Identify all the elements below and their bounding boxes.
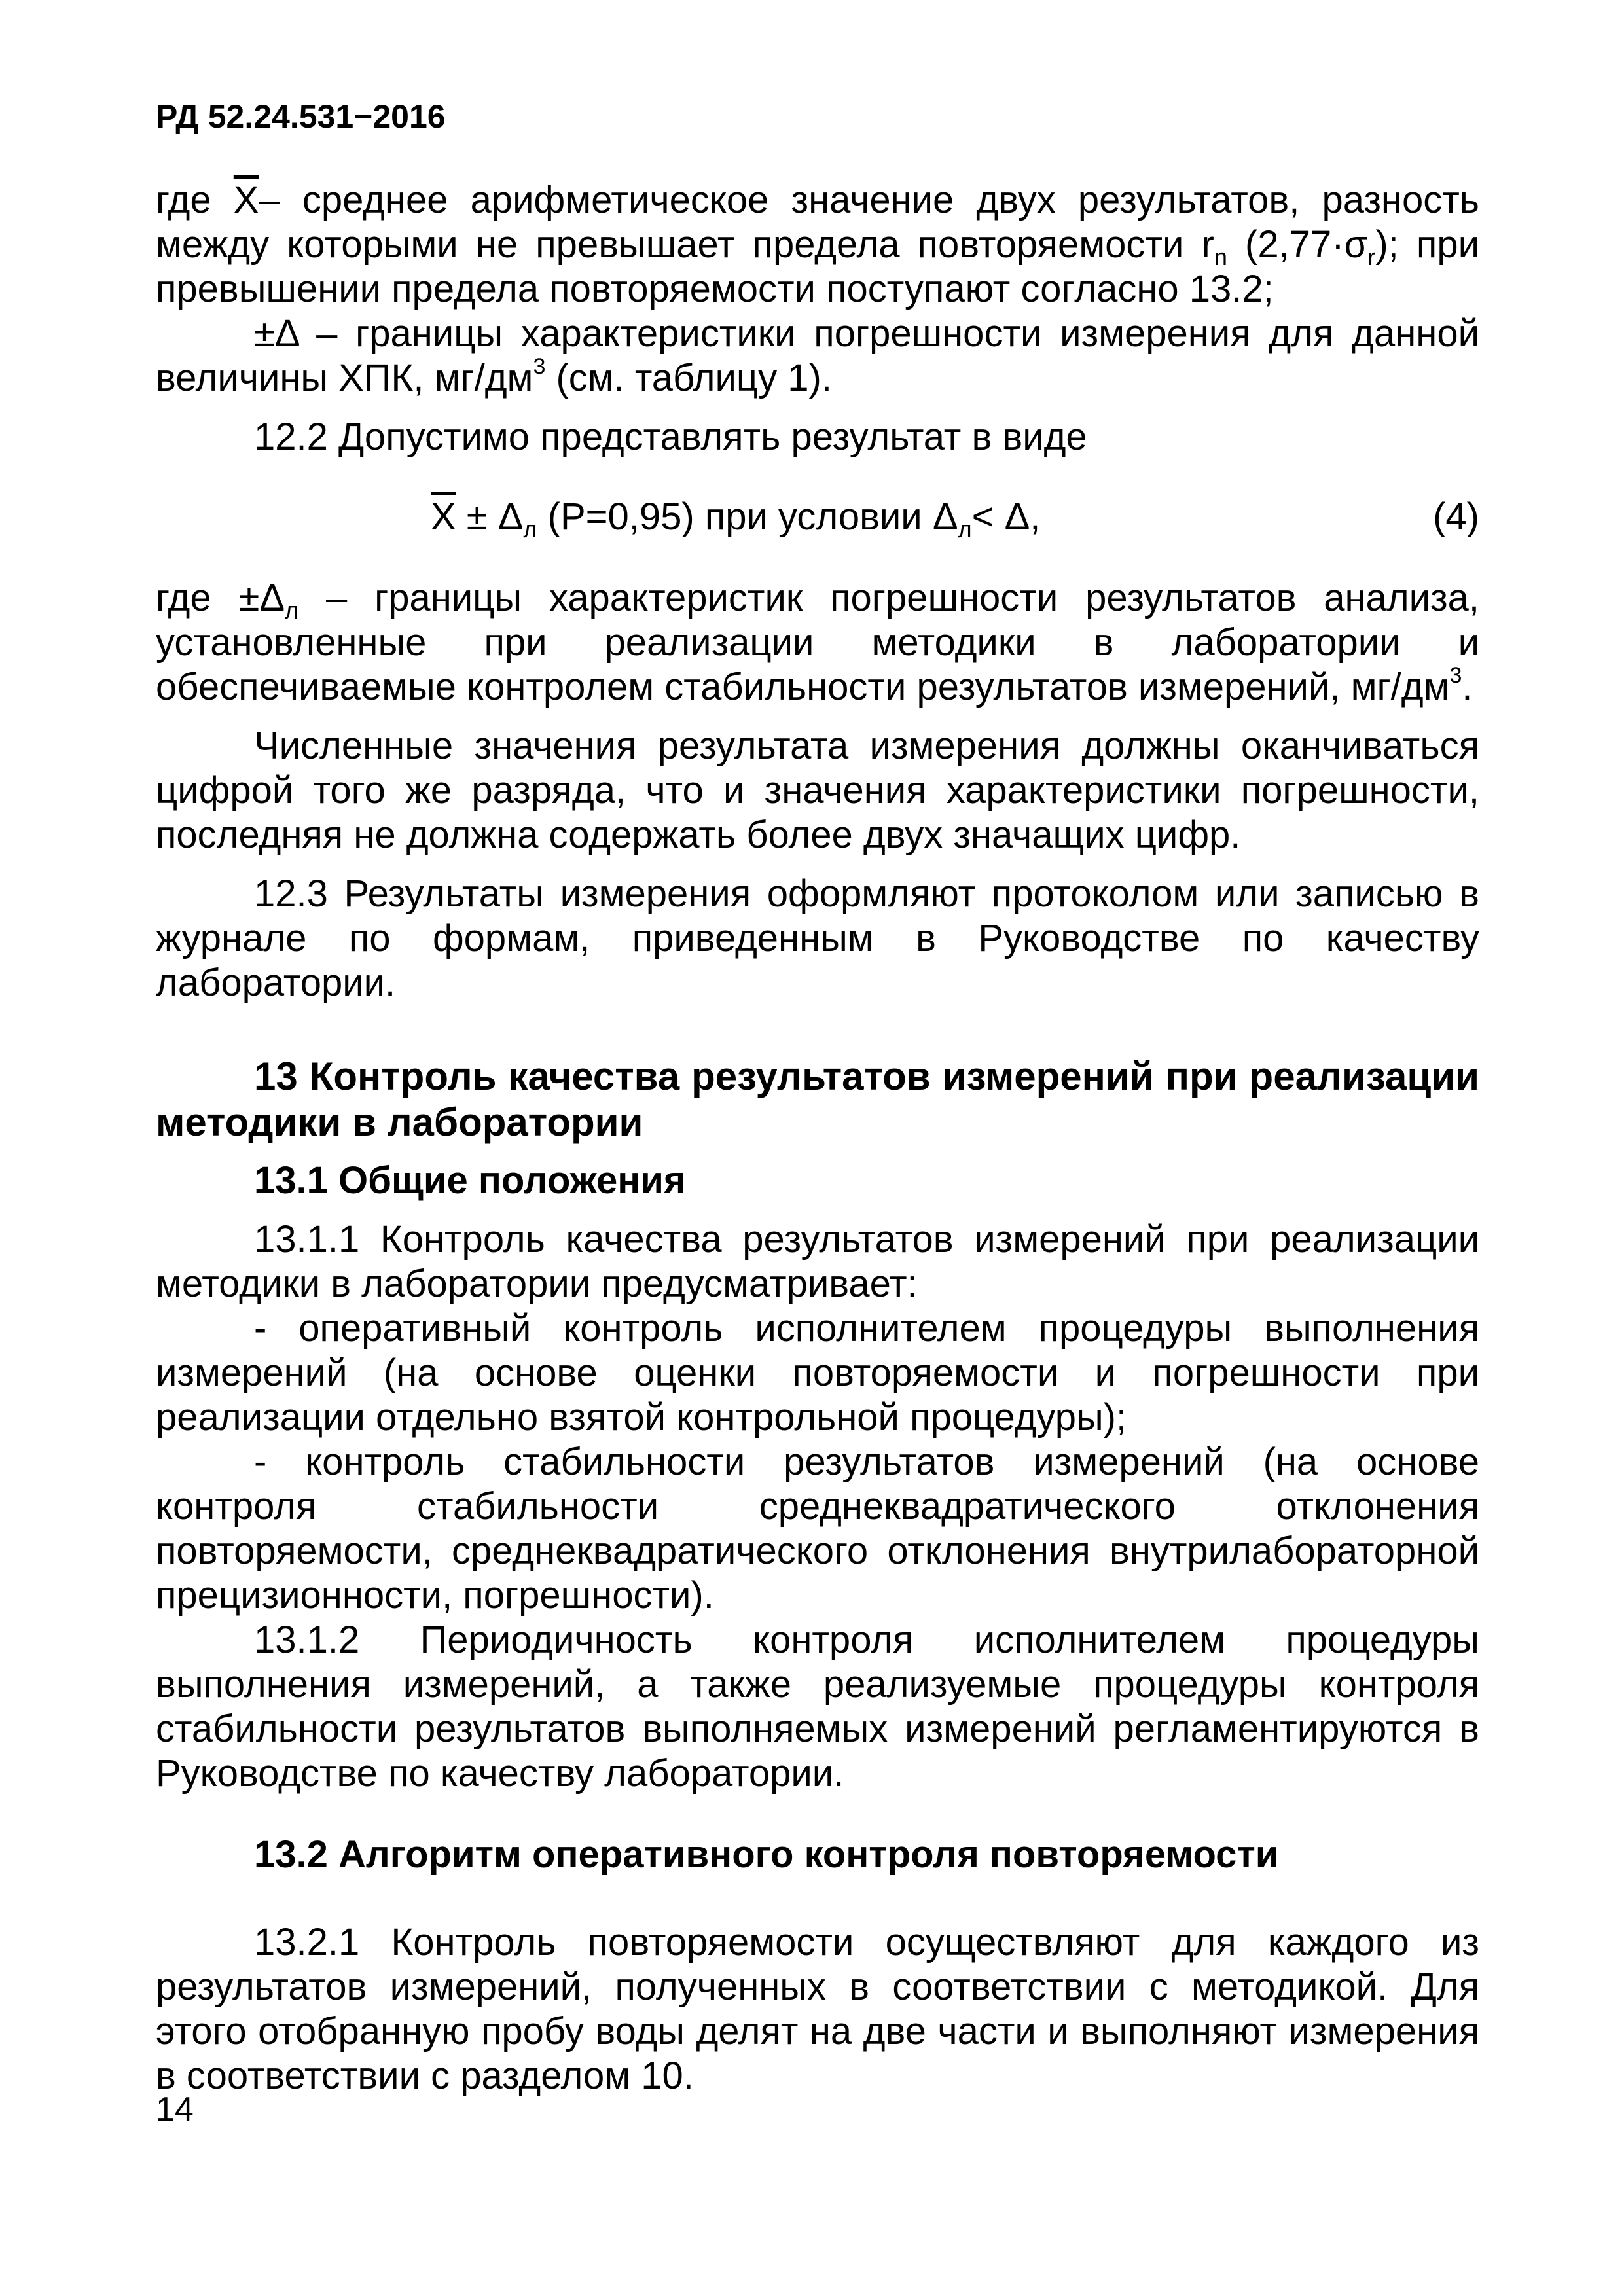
formula-4 xyxy=(156,495,1479,543)
def1-lead: где xyxy=(156,179,234,221)
paragraph-13-1-1: 13.1.1 Контроль качества результатов измерений при реализации методики в лаборатории предусматривает: xyxy=(156,1218,1479,1305)
paragraph-13-1-2: 13.1.2 Периодичность контроля исполнителем процедуры выполнения измерений, а также реализуемые процедуры контроля стабильности результатов выполняемых измерений регламентируются в Руководстве по качеству лаборатории. xyxy=(156,1619,1479,1795)
page-number: 14 xyxy=(156,2090,194,2128)
formula-x-bar: $\overline{X}$ xyxy=(431,495,456,538)
def2-text-b: (см. таблицу 1). xyxy=(545,357,832,399)
definition-delta-l xyxy=(156,576,1479,709)
definition-delta xyxy=(156,312,1479,401)
subsection-13-2-heading: 13.2 Алгоритм оперативного контроля повторяемости xyxy=(254,1833,1279,1876)
def3-superscript: 3 xyxy=(1449,663,1462,688)
list-item-stability-control: - контроль стабильности результатов измерений (на основе контроля стабильности среднеквадратического отклонения повторяемости, среднеквадратического отклонения внутрилабораторной прецизионности, погрешности). xyxy=(156,1441,1479,1617)
formula-part-a: ± Δ xyxy=(456,495,524,538)
def3-c: . xyxy=(1462,666,1473,708)
subscript-r: r xyxy=(1367,243,1376,270)
paragraph-13-2-1: 13.2.1 Контроль повторяемости осуществляют для каждого из результатов измерений, полученных в соответствии с методикой. Для этого отобранную пробу воды делят на две части и выполняют измерения в соответствии с разделом 10. xyxy=(156,1921,1479,2097)
def3-b: – границы характеристик погрешности результатов анализа, установленные при реализации методики в лаборатории и обеспечиваемые контролем стабильности результатов измерений, мг/дм xyxy=(156,577,1480,708)
formula-part-b: (Р=0,95) при условии Δ xyxy=(537,495,958,538)
formula-part-c: < Δ, xyxy=(971,495,1041,538)
def1-text-b: (2,77·σ xyxy=(1227,223,1368,266)
subscript-n: n xyxy=(1214,243,1227,270)
paragraph-12-2: 12.2 Допустимо представлять результат в виде xyxy=(254,416,1087,458)
formula-expression xyxy=(431,495,1041,543)
formula-sub-2: л xyxy=(958,516,972,543)
list-item-operative-control: - оперативный контроль исполнителем процедуры выполнения измерений (на основе оценки повторяемости и погрешности при реализации отдельно взятой контрольной процедуры); xyxy=(156,1307,1479,1439)
def2-text-a: ±Δ – границы характеристики погрешности измерения для данной величины ХПК, мг/дм xyxy=(156,312,1479,399)
paragraph-12-3: 12.3 Результаты измерения оформляют протоколом или записью в журнале по формам, приведенным в Руководстве по качеству лаборатории. xyxy=(156,872,1479,1004)
subsection-13-1-heading: 13.1 Общие положения xyxy=(254,1159,686,1202)
section-13-heading: 13 Контроль качества результатов измерений при реализации методики в лаборатории xyxy=(156,1054,1479,1144)
superscript-3: 3 xyxy=(533,354,546,379)
def3-a: где ±Δ xyxy=(156,577,285,619)
page-body xyxy=(156,178,1479,2098)
def1-text-a: – среднее арифметическое значение двух результатов, разность между которыми не превышает предела повторяемости r xyxy=(156,179,1480,266)
x-bar-symbol: $\overline{X}$ xyxy=(233,179,259,221)
def1-text-c: ); при превышении предела повторяемости поступают согласно 13.2; xyxy=(156,223,1479,310)
definition-xbar xyxy=(156,178,1479,312)
formula-sub-1: л xyxy=(523,516,537,543)
def3-subscript: л xyxy=(285,597,299,624)
doc-header-code: РД 52.24.531−2016 xyxy=(156,98,446,135)
formula-number: (4) xyxy=(1433,495,1479,538)
paragraph-numeric-values: Численные значения результата измерения должны оканчиваться цифрой того же разряда, что и значения характеристики погрешности, последняя не должна содержать более двух значащих цифр. xyxy=(156,725,1479,856)
